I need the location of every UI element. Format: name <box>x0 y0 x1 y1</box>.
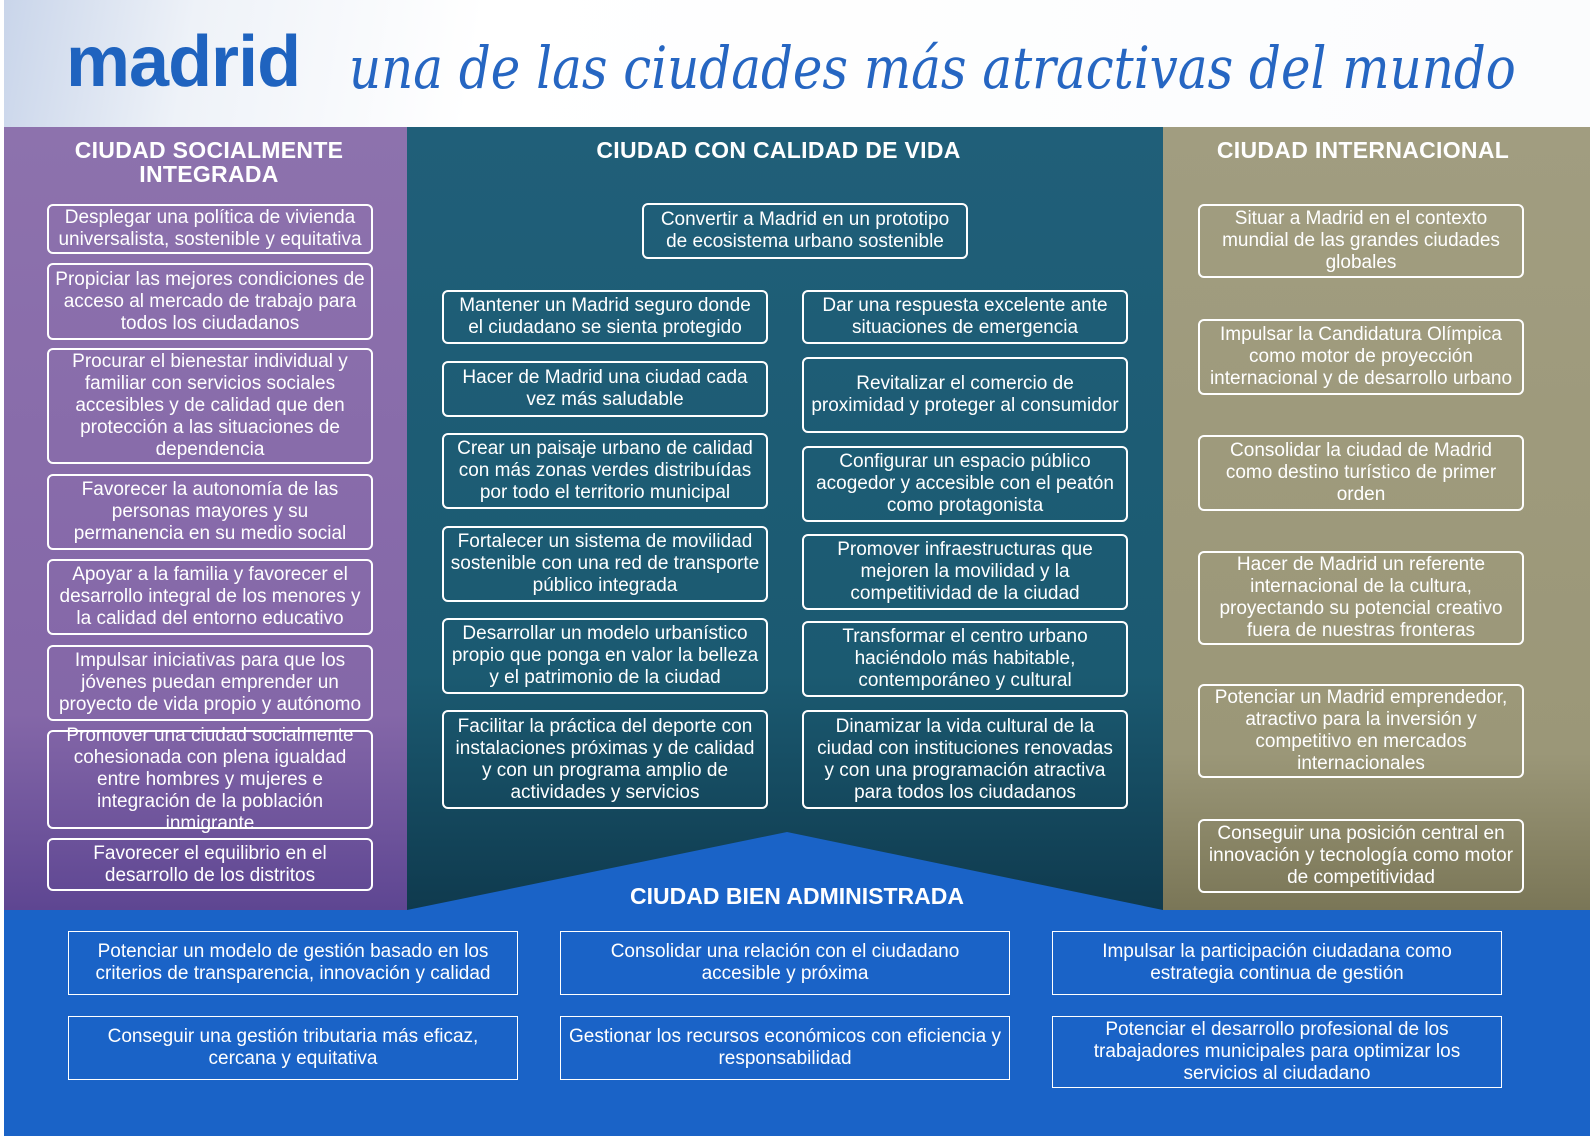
brand-logo: madrid <box>66 22 301 102</box>
quality-right-item: Promover infraestructuras que mejoren la movilidad y la competitividad de la ciudad <box>802 534 1128 610</box>
administration-item: Conseguir una gestión tributaria más eficaz, cercana y equitativa <box>68 1016 518 1080</box>
quality-left-item: Mantener un Madrid seguro donde el ciudadano se sienta protegido <box>442 290 768 344</box>
social-item: Propiciar las mejores condiciones de acceso al mercado de trabajo para todos los ciudadanos <box>47 263 373 340</box>
international-title: CIUDAD INTERNACIONAL <box>1216 137 1510 163</box>
quality-left-item: Facilitar la práctica del deporte con instalaciones próximas y de calidad y con un programa amplio de actividades y servicios <box>442 710 768 809</box>
international-item: Impulsar la Candidatura Olímpica como motor de proyección internacional y de desarrollo urbano <box>1198 319 1524 395</box>
international-item: Situar a Madrid en el contexto mundial de las grandes ciudades globales <box>1198 204 1524 278</box>
social-item: Apoyar a la familia y favorecer el desarrollo integral de los menores y la calidad del entorno educativo <box>47 559 373 635</box>
international-item: Hacer de Madrid un referente internacional de la cultura, proyectando su potencial creativo fuera de nuestras fronteras <box>1198 551 1524 645</box>
quality-right-item: Dinamizar la vida cultural de la ciudad con instituciones renovadas y con una programación atractiva para todos los ciudadanos <box>802 710 1128 809</box>
quality-right-item: Dar una respuesta excelente ante situaciones de emergencia <box>802 290 1128 344</box>
administration-item: Consolidar una relación con el ciudadano accesible y próxima <box>560 931 1010 995</box>
social-item: Desplegar una política de vivienda universalista, sostenible y equitativa <box>47 204 373 254</box>
international-item: Conseguir una posición central en innovación y tecnología como motor de competitividad <box>1198 819 1524 893</box>
international-item: Consolidar la ciudad de Madrid como destino turístico de primer orden <box>1198 435 1524 511</box>
international-item: Potenciar un Madrid emprendedor, atractivo para la inversión y competitivo en mercados internacionales <box>1198 684 1524 778</box>
tagline: una de las ciudades más atractivas del mundo <box>349 34 1516 102</box>
quality-left-item: Hacer de Madrid una ciudad cada vez más saludable <box>442 361 768 417</box>
quality-top-item: Convertir a Madrid en un prototipo de ecosistema urbano sostenible <box>642 203 968 259</box>
administration-section <box>4 910 1590 1136</box>
social-item: Favorecer la autonomía de las personas mayores y su permanencia en su medio social <box>47 474 373 550</box>
quality-right-item: Transformar el centro urbano haciéndolo más habitable, contemporáneo y cultural <box>802 621 1128 697</box>
social-item: Promover una ciudad socialmente cohesionada con plena igualdad entre hombres y mujeres e integración de la población inmigrante <box>47 730 373 829</box>
quality-right-item: Revitalizar el comercio de proximidad y proteger al consumidor <box>802 357 1128 433</box>
social-item: Procurar el bienestar individual y familiar con servicios sociales accesibles y de calidad que den protección a las situaciones de dependencia <box>47 348 373 464</box>
quality-left-item: Desarrollar un modelo urbanístico propio que ponga en valor la belleza y el patrimonio de la ciudad <box>442 618 768 694</box>
social-title: CIUDAD SOCIALMENTE INTEGRADA <box>74 137 344 187</box>
social-item: Favorecer el equilibrio en el desarrollo de los distritos <box>47 838 373 891</box>
social-item: Impulsar iniciativas para que los jóvenes puedan emprender un proyecto de vida propio y autónomo <box>47 645 373 721</box>
administration-item: Potenciar el desarrollo profesional de los trabajadores municipales para optimizar los servicios al ciudadano <box>1052 1016 1502 1088</box>
administration-item: Potenciar un modelo de gestión basado en los criterios de transparencia, innovación y calidad <box>68 931 518 995</box>
quality-left-item: Crear un paisaje urbano de calidad con más zonas verdes distribuídas por todo el territorio municipal <box>442 433 768 509</box>
quality-left-item: Fortalecer un sistema de movilidad sostenible con una red de transporte público integrada <box>442 526 768 602</box>
quality-right-item: Configurar un espacio público acogedor y accesible con el peatón como protagonista <box>802 446 1128 522</box>
strategy-poster <box>4 0 1590 1136</box>
administration-title: CIUDAD BIEN ADMINISTRADA <box>630 883 964 909</box>
administration-item: Gestionar los recursos económicos con eficiencia y responsabilidad <box>560 1016 1010 1080</box>
administration-item: Impulsar la participación ciudadana como estrategia continua de gestión <box>1052 931 1502 995</box>
quality-title: CIUDAD CON CALIDAD DE VIDA <box>596 137 961 163</box>
roof-shape <box>4 0 1590 912</box>
